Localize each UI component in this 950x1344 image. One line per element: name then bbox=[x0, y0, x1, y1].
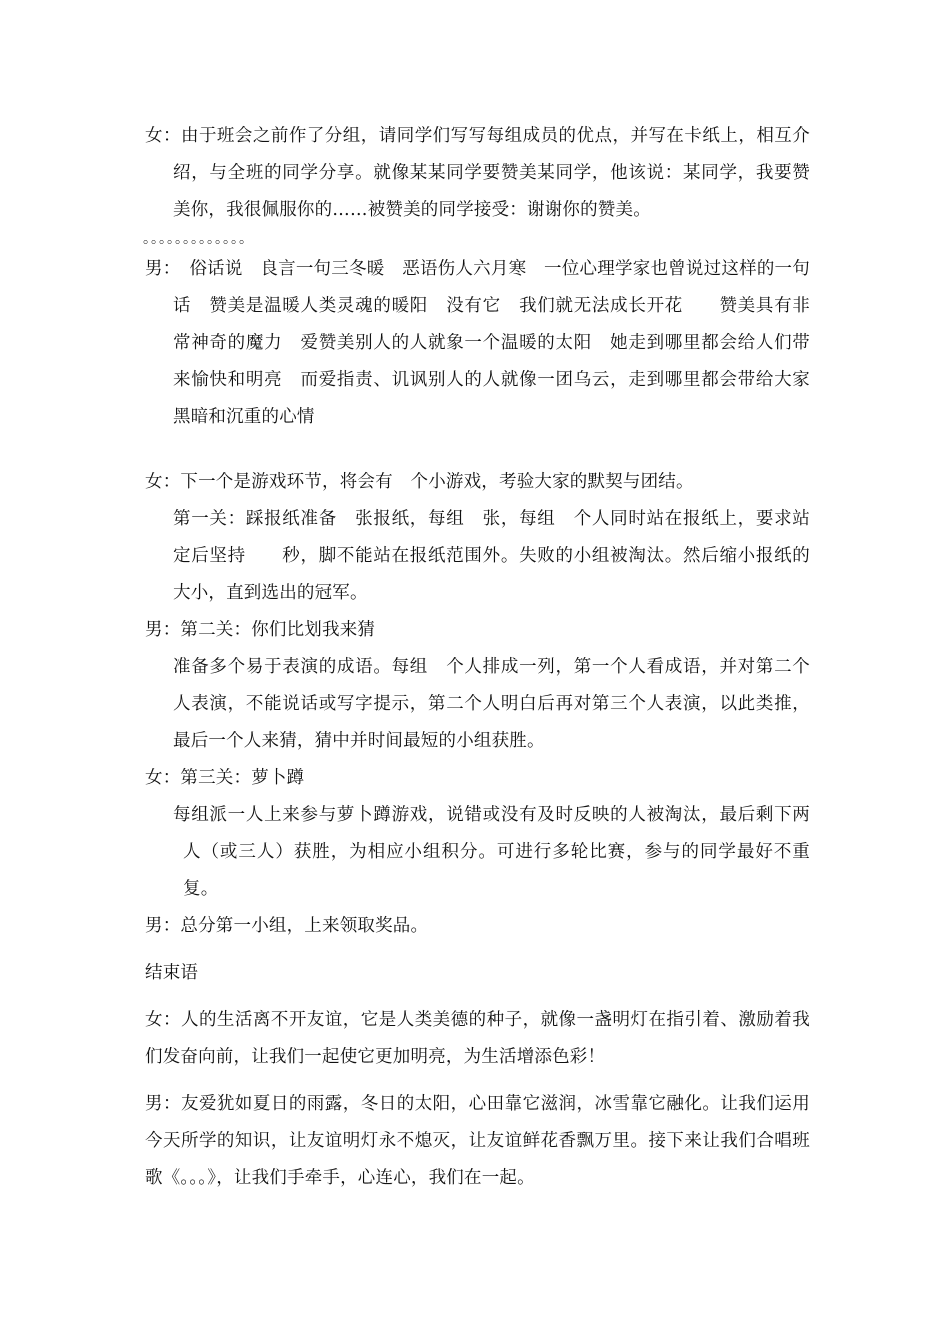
paragraph-male-praise: 男： 俗话说 良言一句三冬暖 恶语伤人六月寒 一位心理学家也曾说过这样的一句话 赞美是温暖人类灵魂的暖阳 没有它 我们就无法成长开花 赞美具有非常神奇的魔力 爱赞美别人的人就象一个温暖的太阳 她走到哪里都会给人们带来愉快和明亮 而爱指责、讥讽别人的人就像一团乌云，走到哪里都会带给大家黑暗和沉重的心情 bbox=[145, 259, 810, 427]
document-page bbox=[145, 118, 810, 1197]
ellipsis-dots: 。。。。。。。。。。。。。 bbox=[143, 231, 254, 247]
paragraph-male-game-two-title: 男：第二关：你们比划我来猜 bbox=[145, 620, 376, 640]
paragraph-female-intro: 女：由于班会之前作了分组，请同学们写写每组成员的优点，并写在卡纸上，相互介绍，与全班的同学分享。就像某某同学要赞美某同学，他该说：某同学，我要赞美你，我很佩服你的……被赞美的同学接受：谢谢你的赞美。 bbox=[145, 126, 810, 220]
paragraph-game-two: 准备多个易于表演的成语。每组 个人排成一列，第一个人看成语，并对第二个人表演，不能说话或写字提示，第二个人明白后再对第三个人表演，以此类推，最后一个人来猜，猜中并时间最短的小组获胜。 bbox=[173, 657, 810, 751]
paragraph-female-game-three-title: 女：第三关：萝卜蹲 bbox=[145, 768, 305, 788]
paragraph-male-closing: 男：友爱犹如夏日的雨露，冬日的太阳，心田靠它滋润，冰雪靠它融化。让我们运用今天所学的知识，让友谊明灯永不熄灭，让友谊鲜花香飘万里。接下来让我们合唱班歌《。。。》，让我们手牵手，心连心，我们在一起。 bbox=[145, 1094, 810, 1188]
paragraph-male-prize: 男：总分第一小组，上来领取奖品。 bbox=[145, 916, 429, 936]
paragraph-game-one: 第一关：踩报纸准备 张报纸，每组 张，每组 个人同时站在报纸上，要求站定后坚持 秒，脚不能站在报纸范围外。失败的小组被淘汰。然后缩小报纸的大小，直到选出的冠军。 bbox=[173, 509, 810, 603]
paragraph-game-three: 每组派一人上来参与萝卜蹲游戏，说错或没有及时反映的人被淘汰，最后剩下两人（或三人）获胜，为相应小组积分。可进行多轮比赛，参与的同学最好不重复。 bbox=[173, 805, 810, 899]
section-heading-closing: 结束语 bbox=[145, 963, 199, 983]
paragraph-female-games: 女：下一个是游戏环节，将会有 个小游戏，考验大家的默契与团结。 bbox=[145, 472, 694, 492]
paragraph-female-closing: 女：人的生活离不开友谊，它是人类美德的种子，就像一盏明灯在指引着、激励着我们发奋向前，让我们一起使它更加明亮，为生活增添色彩！ bbox=[145, 1010, 810, 1067]
